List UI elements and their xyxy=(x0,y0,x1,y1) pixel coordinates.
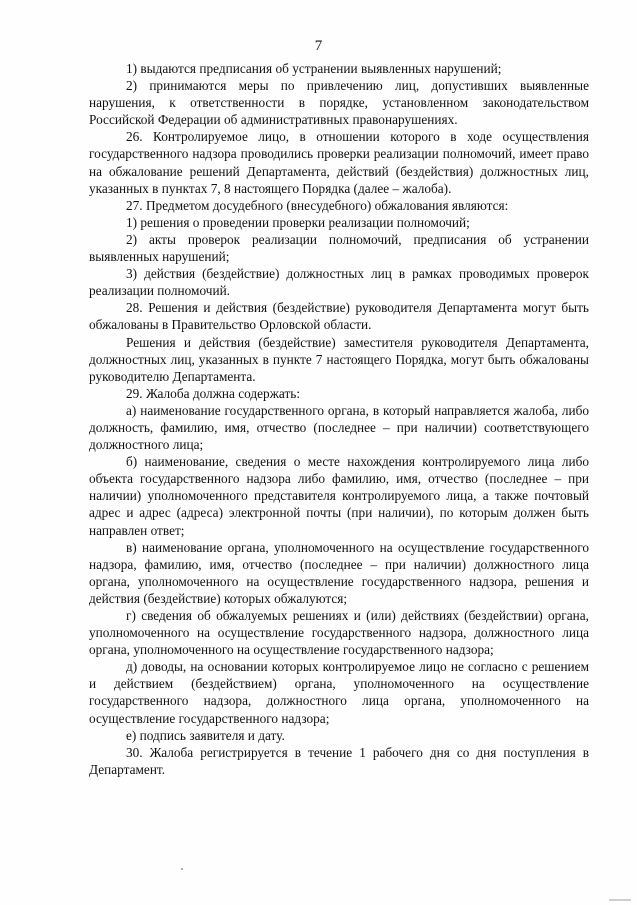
paragraph-27-item-1: 1) решения о проведении проверки реализации полномочий; xyxy=(126,214,470,230)
paragraph-2-measures: 2) принимаются меры по привлечению лиц, допустивших выявленные нарушения, к ответственности в порядке, установленном законодательством Российской Федерации об административных правонарушениях. xyxy=(89,78,589,128)
paragraph-28-head-decisions: 28. Решения и действия (бездействие) руководителя Департамента могут быть обжалованы в Правительство Орловской области. xyxy=(89,300,589,333)
scan-edge-mark xyxy=(609,899,631,901)
paragraph-1-orders: 1) выдаются предписания об устранении выявленных нарушений; xyxy=(126,61,502,76)
page-number: 7 xyxy=(314,38,323,54)
paragraph-26-appeal-right: 26. Контролируемое лицо, в отношении которого в ходе осуществления государственного надзора проводились проверки реализации полномочий, имеет право на обжалование решений Департамента, действий (бездействия) должностных лиц, указанных в пунктах 7, 8 настоящего Порядка (далее – жалоба). xyxy=(89,129,589,196)
paragraph-30-registration: 30. Жалоба регистрируется в течение 1 рабочего дня со дня поступления в Департамент. xyxy=(89,744,589,777)
paragraph-27-item-3: 3) действия (бездействие) должностных лиц в рамках проводимых проверок реализации полномочий. xyxy=(89,266,589,299)
paragraph-29-item-e: е) подпись заявителя и дату. xyxy=(126,727,285,743)
paragraph-27-subject-heading: 27. Предметом досудебного (внесудебного) обжалования являются: xyxy=(126,197,509,213)
scan-speck xyxy=(181,868,183,870)
paragraph-29-heading: 29. Жалоба должна содержать: xyxy=(126,385,301,401)
paragraph-28-deputy-decisions: Решения и действия (бездействие) заместителя руководителя Департамента, должностных лиц, указанных в пункте 7 настоящего Порядка, могут быть обжалованы руководителю Департамента. xyxy=(89,334,589,384)
paragraph-27-item-2: 2) акты проверок реализации полномочий, предписания об устранении выявленных нарушений; xyxy=(89,231,589,265)
paragraph-29-item-d: д) доводы, на основании которых контролируемое лицо не согласно с решением и действием (бездействием) органа, уполномоченного на осуществление государственного надзора, должностного лица органа, уполномоченного на осуществление государственного надзора; xyxy=(89,659,589,726)
document-body xyxy=(89,60,589,778)
paragraph-29-item-b: б) наименование, сведения о месте нахождения контролируемого лица либо объекта государственного надзора либо фамилию, имя, отчество (последнее – при наличии) уполномоченного представителя контролируемого лица, а также почтовый адрес и адрес (адреса) электронной почты (при наличии), по которым должен быть направлен ответ; xyxy=(89,454,589,538)
paragraph-29-item-v: в) наименование органа, уполномоченного на осуществление государственного надзора, фамилию, имя, отчество (последнее – при наличии) должностного лица органа, уполномоченного на осуществление государственного надзора, решения и действия (бездействие) которых обжалуются; xyxy=(89,539,589,606)
paragraph-29-item-g: г) сведения об обжалуемых решениях и (или) действиях (бездействии) органа, уполномоченного на осуществление государственного надзора, должностного лица органа, уполномоченного на осуществление государственного надзора; xyxy=(89,608,589,658)
paragraph-29-item-a: а) наименование государственного органа, в который направляется жалоба, либо должность, фамилию, имя, отчество (последнее – при наличии) соответствующего должностного лица; xyxy=(89,402,589,453)
